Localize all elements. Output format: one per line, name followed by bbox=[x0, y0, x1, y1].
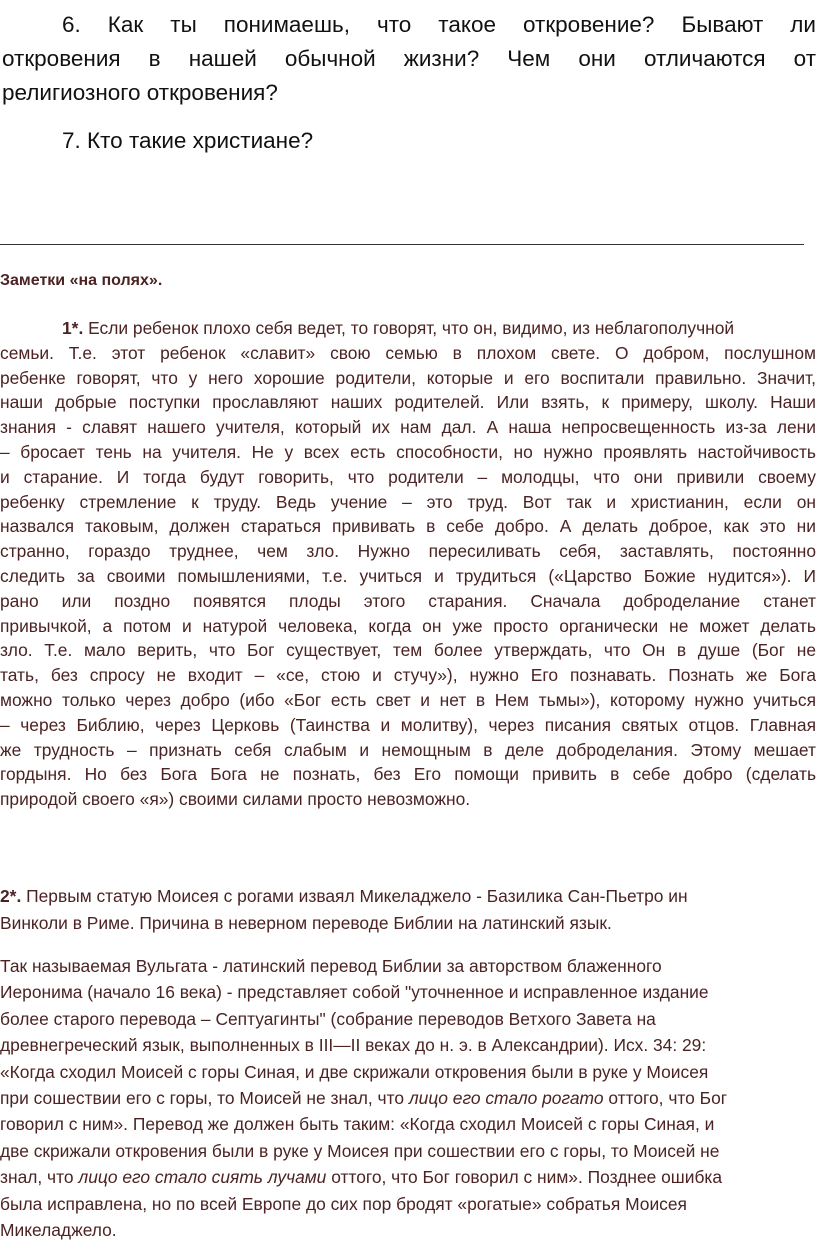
question-7-text: 7. Кто такие христиане? bbox=[62, 128, 314, 153]
question-6-line: 6. Как ты понимаешь, что такое откровение? Бывают ли bbox=[62, 12, 816, 37]
note-2-line: говорил с ним». Перевод же должен быть таким: «Когда сходил Моисей с горы Синая, и bbox=[0, 1114, 715, 1135]
note-1 bbox=[0, 316, 816, 812]
question-7 bbox=[2, 124, 816, 158]
note-2-number: 2*. bbox=[0, 886, 22, 906]
note-2-line: Иеронима (начало 16 века) - представляет собой "уточненное и исправленное издание bbox=[0, 982, 709, 1003]
section-divider bbox=[0, 244, 804, 245]
note-1-line: ребенку стремление к труду. Ведь учение – это труд. Вот так и христианин, если он bbox=[0, 491, 816, 512]
note-1-line: семьи. Т.е. этот ребенок «славит» свою семью в плохом свете. О добром, послушном bbox=[0, 342, 816, 363]
note-1-line: тать, без спросу не входит – «се, стою и стучу»), нужно Его познавать. Познать же Бога bbox=[0, 665, 816, 686]
note-2-line: была исправлена, но по всей Европе до сих пор бродят «рогатые» собратья Моисея bbox=[0, 1193, 687, 1214]
note-1-line: зло. Т.е. мало верить, что Бог существует, тем более утверждать, что Он в душе (Бог не bbox=[0, 640, 816, 661]
question-6-line: откровения в нашей обычной жизни? Чем они отличаются от bbox=[2, 46, 816, 71]
note-2-line: 2*. Первым статую Моисея с рогами изваял Микеладжело - Базилика Сан-Пьетро ин bbox=[0, 886, 688, 906]
note-2-line: две скрижали откровения были в руке у Моисея при сошествии его с горы, то Моисей не bbox=[0, 1140, 720, 1161]
note-1-line: гордыня. Но без Бога Бога не познать, без Его помощи привить в себе добро (сделать bbox=[0, 764, 816, 785]
note-1-line: – через Библию, через Церковь (Таинства и молитву), через писания святых отцов. Главная bbox=[0, 714, 816, 735]
note-1-line: же трудность – признать себя слабым и немощным в деле доброделания. Этому мешает bbox=[0, 739, 816, 760]
note-1-line: наши добрые поступки прославляют наших родителей. Или взять, к примеру, школу. Наши bbox=[0, 392, 816, 413]
note-2-line: Винколи в Риме. Причина в неверном переводе Библии на латинский язык. bbox=[0, 913, 612, 933]
note-1-line: природой своего «я») своими силами просто невозможно. bbox=[0, 789, 471, 810]
note-2-line: знал, что лицо его стало сиять лучами оттого, что Бог говорил с ним». Позднее ошибка bbox=[0, 1167, 723, 1188]
note-2 bbox=[0, 883, 816, 937]
note-2-line: Так называемая Вульгата - латинский перевод Библии за авторством блаженного bbox=[0, 956, 662, 976]
note-1-line: привычкой, а потом и натурой человека, когда он уже просто органически не может делать bbox=[0, 615, 816, 636]
italic-phrase: лицо его стало сиять лучами bbox=[78, 1167, 327, 1188]
note-1-line: знания - славят нашего учителя, который их нам дал. А наша непросвещенность из-за лени bbox=[0, 417, 816, 438]
note-2-line: Микеладжело. bbox=[0, 1220, 117, 1241]
note-1-line: – бросает тень на учителя. Не у всех есть способности, но нужно проявлять настойчивость bbox=[0, 441, 816, 462]
note-1-number: 1*. bbox=[62, 318, 84, 338]
note-2-paragraph bbox=[0, 953, 816, 1243]
note-2-line: более старого перевода – Септуагинты" (собрание переводов Ветхого Завета на bbox=[0, 1008, 656, 1029]
note-1-line: 1*. Если ребенок плохо себя ведет, то говорят, что он, видимо, из неблагополучной bbox=[62, 318, 735, 338]
note-1-line: следить за своими помышлениями, т.е. учиться и трудиться («Царство Божие нудится»). И bbox=[0, 565, 816, 586]
note-1-line: назвался таковым, должен стараться прививать в себе добро. А делать доброе, как это ни bbox=[0, 516, 816, 537]
note-1-line: рано или поздно появятся плоды этого старания. Сначала доброделание станет bbox=[0, 590, 816, 611]
note-2-line: «Когда сходил Моисей с горы Синая, и две скрижали откровения были в руке у Моисея bbox=[0, 1061, 709, 1082]
note-1-line: ребенке говорят, что у него хорошие родители, которые и его воспитали правильно. Значит, bbox=[0, 367, 816, 388]
notes-heading: Заметки «на полях». bbox=[0, 272, 163, 289]
italic-phrase: лицо его стало рогато bbox=[408, 1088, 604, 1109]
note-1-line: можно только через добро (ибо «Бог есть свет и нет в Нем тьмы»), которому нужно учиться bbox=[0, 689, 816, 710]
question-6 bbox=[2, 8, 816, 110]
note-1-line: странно, гораздо труднее, чем зло. Нужно пересиливать себя, заставлять, постоянно bbox=[0, 541, 816, 562]
note-2-line: при сошествии его с горы, то Моисей не знал, что лицо его стало рогато оттого, что Бог bbox=[0, 1088, 728, 1109]
note-2-line: древнегреческий язык, выполненных в III—II веках до н. э. в Александрии). Исх. 34: 29: bbox=[0, 1035, 707, 1056]
question-6-line: религиозного откровения? bbox=[2, 80, 278, 105]
note-1-line: и старание. И тогда будут говорить, что родители – молодцы, что они привили своему bbox=[0, 466, 816, 487]
